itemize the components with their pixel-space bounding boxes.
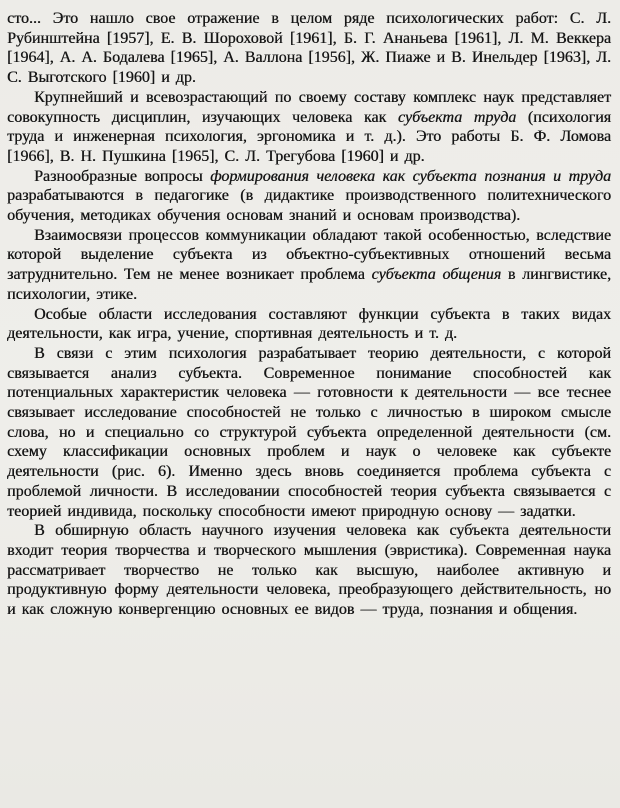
text-run: Крупнейший и всевозрастающий по своему составу комплекс наук представляет совокупность дисциплин, изучающих человека как bbox=[7, 88, 611, 126]
text-run: сто... Это нашло свое отражение в целом ряде психологических работ: С. Л. Рубинштейна [1957], Е. В. Шороховой [1961], Б. Г. Ананьева [1961], Л. М. Веккера [1964], А. А. Бодалева [1965], А. Валлона [1956], Ж. Пиаже и В. Инельдер [1963], Л. С. Выготского [1960] и др. bbox=[7, 10, 611, 87]
text-run: Особые области исследования составляют функции субъекта в таких видах деятельности, как игра, учение, спортивная деятельность и т. д. bbox=[7, 305, 611, 343]
paragraph-6 bbox=[7, 344, 611, 521]
paragraph-2 bbox=[7, 88, 611, 167]
text-run: (психология труда и инженерная психология, эргономика и т. д.). Это работы Б. Ф. Ломова [1966], В. Н. Пушкина [1965], С. Л. Трегубова [1960] и др. bbox=[7, 108, 612, 165]
text-run: разрабатываются в педагогике (в дидактике производственного политехнического обучения, методиках обучения основам знаний и основам производства). bbox=[7, 187, 611, 225]
text-run: В обширную область научного изучения человека как субъекта деятельности входит теория творчества и творческого мышления (эвристика). Современная наука рассматривает творчество не только как высшую, наиболее активную и продуктивную форму деятельности человека, преобразующего действительность, но и как сложную конвергенцию основных ее видов — труда, познания и общения. bbox=[7, 522, 611, 619]
text-run: В связи с этим психология разрабатывает теорию деятельности, с которой связывается анализ субъекта. Современное понимание способностей как потенциальных характеристик человека — готовности к деятельности — все теснее связывает исследование способностей не только с личностью в широком смысле слова, но и специально со структурой субъекта определенной деятельности (см. схему классификации основных проблем и наук о человеке как субъекте деятельности (рис. 6). Именно здесь вновь соединяется проблема субъекта с проблемой личности. В исследовании способностей теория субъекта связывается с теорией индивида, поскольку способности имеют природную основу — задатки. bbox=[7, 344, 611, 520]
paragraph-5 bbox=[7, 305, 611, 344]
italic-text-run: субъекта труда bbox=[397, 108, 517, 126]
paragraph-1 bbox=[7, 9, 611, 88]
text-run: Взаимосвязи процессов коммуникации обладают такой особенностью, вследствие которой выделение субъекта из объектно-субъективных отношений весьма затруднительно. Тем не менее возникает проблема bbox=[7, 226, 611, 284]
text-run: в лингвистике, психологии, этике. bbox=[7, 266, 611, 303]
italic-text-run: формирования человека как субъекта познания и труда bbox=[210, 167, 611, 185]
italic-text-run: субъекта общения bbox=[371, 266, 502, 284]
paragraph-4 bbox=[7, 226, 611, 305]
paragraph-3 bbox=[7, 167, 611, 226]
paragraph-7 bbox=[7, 521, 611, 620]
text-run: Разнообразные вопросы bbox=[34, 167, 211, 185]
